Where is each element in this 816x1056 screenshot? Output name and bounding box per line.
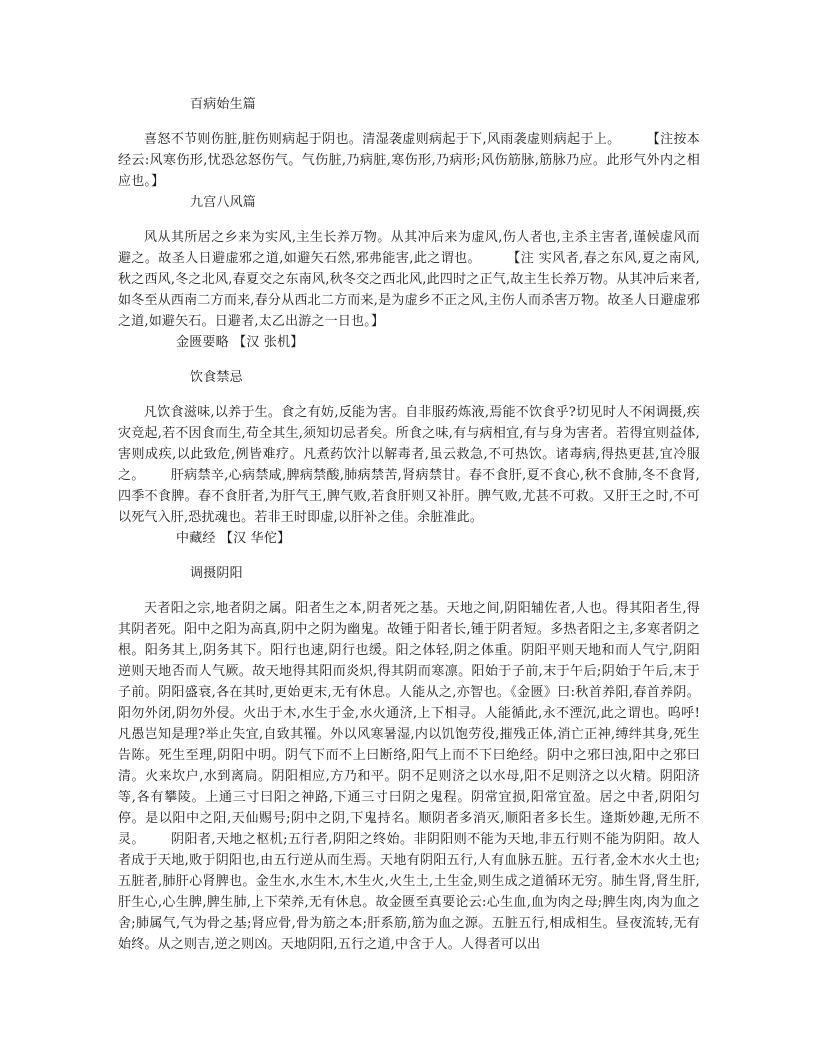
source-byline-jinkui: 金匮要略 【汉 张机】 [176, 335, 304, 350]
annotation-note: 【注按本经云:风寒伤形,忧恐忿怒伤气。气伤脏,乃病脏,寒伤形,乃病形;风伤筋脉,筋脉乃应。此形气外内之相应也。】 [118, 132, 700, 189]
section-paragraph-jiugong [118, 227, 700, 332]
annotation-note: 阴阳者,天地之枢机;五行者,阴阳之终始。非阴阳则不能为天地,非五行则不能为阴阳。故人者成于天地,败于阴阳也,由五行逆从而生焉。天地有阴阳五行,人有血脉五脏。五行者,金木水火土也;五脏者,肺肝心肾脾也。金生水,水生木,木生火,火生土,土生金,则生成之道循环无穷。肺生肾,肾生肝,肝生心,心生脾,脾生肺,上下荣养,无有休息。故金匮至真要论云:心生血,血为肉之母;脾生肉,肉为血之舍;肺属气,气为骨之基;肾应骨,骨为筋之本;肝系筋,筋为血之源。五脏五行,相成相生。昼夜流转,无有始终。从之则吉,逆之则凶。天地阴阳,五行之道,中含于人。人得者可以出 [118, 832, 700, 952]
source-byline-zhongzang: 中藏经 【汉 华佗】 [176, 531, 291, 546]
section-heading-jiugong: 九宫八风篇 [190, 195, 257, 210]
annotation-note: 【注 实风者,春之东风,夏之南风,秋之西风,冬之北风,春夏交之东南风,秋冬交之西北风,此四时之正气,故主生长养万物。从其冲后来者,如冬至从西南二方而来,春分从西北二方而来,是为虚乡不正之风,主伤人而杀害万物。故圣人日避虚邪之道,如避矢石。日避者,太乙出游之一日也。】 [118, 251, 700, 329]
annotation-note: 肝病禁辛,心病禁咸,脾病禁酸,肺病禁苦,肾病禁甘。春不食肝,夏不食心,秋不食肺,冬不食肾,四季不食脾。春不食肝者,为肝气王,脾气败,若食肝则又补肝。脾气败,尤甚不可救。又肝王之时,不可以死气入肝,恐扰魂也。若非王时即虚,以肝补之佳。余脏准此。 [118, 468, 700, 525]
paragraph-text: 凡饮食滋味,以养于生。食之有妨,反能为害。自非服药炼液,焉能不饮食乎?切见时人不闲调摄,疾灾竞起,若不因食而生,苟全其生,须知切忌者矣。所食之味,有与病相宜,有与身为害者。若得宜则益体,害则成疾,以此致危,例皆难疗。凡煮药饮汁以解毒者,虽云救急,不可热饮。诸毒病,得热更甚,宜冷服之。 [118, 405, 700, 483]
section-paragraph-yinshi [118, 402, 700, 528]
paragraph-text: 喜怒不节则伤脏,脏伤则病起于阴也。清湿袭虚则病起于下,风雨袭虚则病起于上。 [144, 132, 621, 147]
paragraph-text: 天者阳之宗,地者阴之属。阳者生之本,阴者死之基。天地之间,阴阳辅佐者,人也。得其阳者生,得其阴者死。阳中之阳为高真,阴中之阴为幽鬼。故锺于阳者长,锺于阴者短。多热者阳之主,多寒者阴之根。阳务其上,阴务其下。阳行也速,阴行也缓。阳之体轻,阴之体重。阴阳平则天地和而人气宁,阴阳逆则天地否而人气厥。故天地得其阳而炎炽,得其阴而寒凛。阳始于子前,末于午后;阴始于午后,末于子前。阴阳盛衰,各在其时,更始更末,无有休息。人能从之,亦智也。《金匮》曰:秋首养阳,春首养阴。阳勿外闭,阴勿外侵。火出于木,水生于金,水火通济,上下相寻。人能循此,永不湮沉,此之谓也。呜呼!凡愚岂知是理?举止失宜,自致其罹。外以风寒暑湿,内以饥饱劳役,摧残正体,消亡正神,缚绊其身,死生告陈。死生至理,阴阳中明。阴气下而不上曰断络,阳气上而不下曰绝经。阴中之邪曰浊,阳中之邪曰清。火来坎户,水到离扃。阴阳相应,方乃和平。阴不足则济之以水母,阳不足则济之以火精。阴阳济等,各有攀陵。上通三寸曰阳之神路,下通三寸曰阴之鬼程。阴常宜损,阳常宜盈。居之中者,阴阳匀停。是以阳中之阳,天仙赐号;阴中之阴,下鬼持名。顺阴者多消灭,顺阳者多长生。逢斯妙趣,无所不灵。 [118, 601, 700, 847]
document-body [118, 94, 700, 955]
section-heading-baibing: 百病始生篇 [190, 97, 257, 112]
section-paragraph-baibing [118, 129, 700, 192]
section-heading-tiaoshe: 调摄阴阳 [190, 566, 243, 581]
paragraph-text: 风从其所居之乡来为实风,主生长养万物。从其冲后来为虚风,伤人者也,主杀主害者,谨候虚风而避之。故圣人日避虚邪之道,如避矢石然,邪弗能害,此之谓也。 [118, 230, 700, 266]
section-heading-yinshi: 饮食禁忌 [190, 370, 243, 385]
section-paragraph-tiaoshe [118, 598, 700, 955]
